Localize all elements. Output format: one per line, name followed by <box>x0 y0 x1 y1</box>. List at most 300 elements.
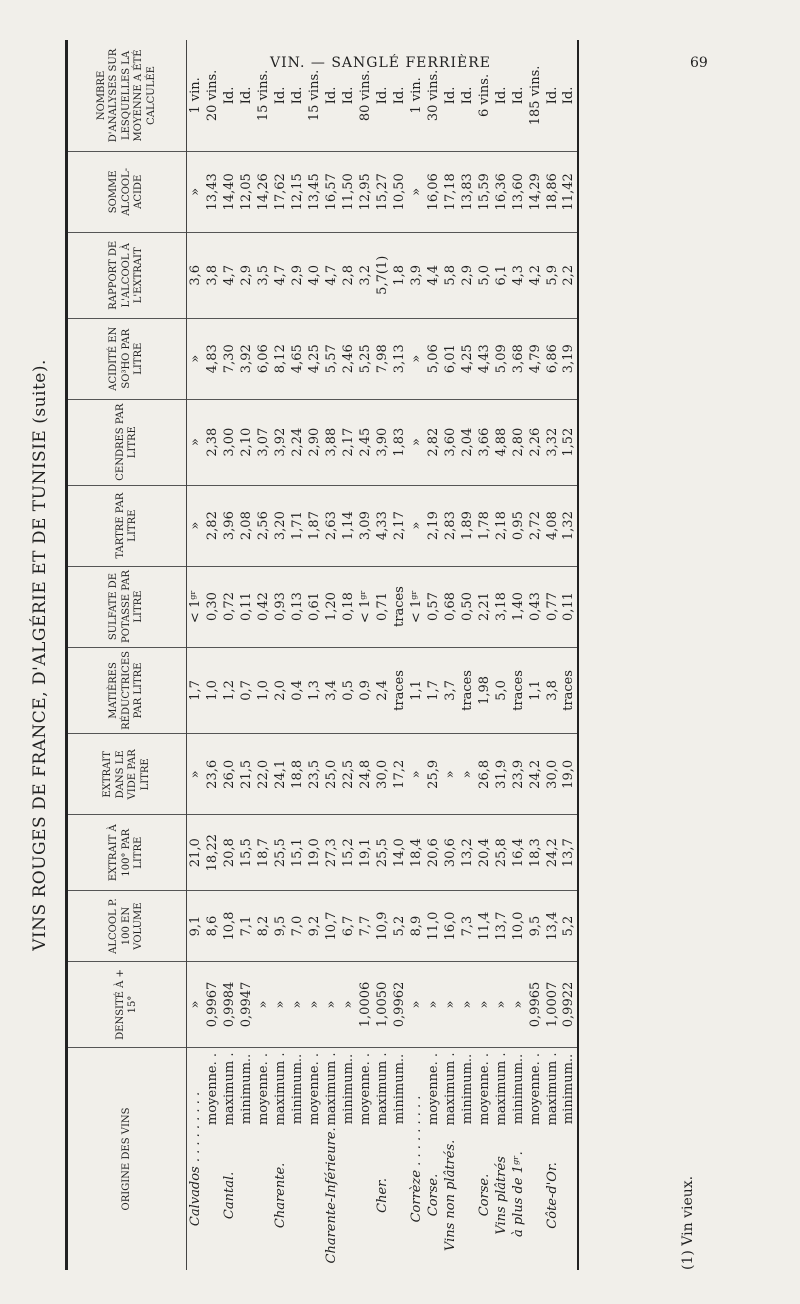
value-cell: 4,25 <box>306 318 323 399</box>
value-cell: Id. <box>442 86 458 105</box>
value-cell: 185 vins. <box>527 65 543 126</box>
statistic-label: maximum . <box>323 1052 339 1126</box>
value-cell: 5,06 <box>425 318 442 399</box>
value-cell: 0,18 <box>340 566 357 647</box>
value-cell: » <box>187 318 204 399</box>
statistic-label: moyenne. . <box>357 1052 373 1125</box>
value-cell: 0,72 <box>221 566 238 647</box>
value-cell: 2,56 <box>255 485 272 566</box>
value-cell: » <box>187 961 204 1047</box>
origin-cell <box>493 1047 510 1270</box>
value-cell: 2,24 <box>289 399 306 485</box>
value-cell: 6,86 <box>544 318 561 399</box>
value-cell: 2,26 <box>527 399 544 485</box>
value-cell: 0,30 <box>204 566 221 647</box>
value-cell: 0,4 <box>289 647 306 734</box>
value-cell: 12,05 <box>238 151 255 232</box>
value-cell: 1,7 <box>425 647 442 734</box>
table-row <box>544 40 561 1270</box>
value-cell: 9,2 <box>306 891 323 962</box>
value-cell: 4,4 <box>425 232 442 318</box>
value-cell: 4,7 <box>272 232 289 318</box>
value-cell: 3,66 <box>476 399 493 485</box>
value-cell: 0,61 <box>306 566 323 647</box>
value-cell: 3,8 <box>544 647 561 734</box>
statistic-label: moyenne. . <box>204 1052 220 1125</box>
value-cell: 11,42 <box>561 151 578 232</box>
table-row <box>561 40 578 1270</box>
value-cell: 3,6 <box>187 232 204 318</box>
value-cell: 13,60 <box>510 151 527 232</box>
statistic-label: minimum.. <box>238 1053 254 1125</box>
value-cell: 23,9 <box>510 734 527 815</box>
origin-cell <box>408 1047 425 1270</box>
statistic-label: minimum.. <box>289 1053 305 1125</box>
value-cell: 2,82 <box>204 485 221 566</box>
value-cell: 4,83 <box>204 318 221 399</box>
value-cell: Id. <box>238 86 254 105</box>
value-cell: 1,8 <box>391 232 408 318</box>
value-cell: 5,2 <box>391 891 408 962</box>
value-cell: 8,2 <box>255 891 272 962</box>
value-cell: 17,2 <box>391 734 408 815</box>
value-cell: 2,2 <box>561 232 578 318</box>
value-cell: 1,78 <box>476 485 493 566</box>
value-cell: 24,1 <box>272 734 289 815</box>
value-cell: 0,11 <box>238 566 255 647</box>
value-cell: 8,9 <box>408 891 425 962</box>
value-cell: 9,5 <box>527 891 544 962</box>
table-row <box>357 40 374 1270</box>
value-cell: 0,9947 <box>238 961 255 1047</box>
value-cell: 4,25 <box>459 318 476 399</box>
value-cell: 11,0 <box>425 891 442 962</box>
value-cell: 13,4 <box>544 891 561 962</box>
origin-cell <box>221 1047 238 1270</box>
statistic-label: minimum.. <box>510 1053 526 1125</box>
value-cell: 3,09 <box>357 485 374 566</box>
value-cell: Id. <box>289 86 305 105</box>
origin-cell <box>527 1047 544 1270</box>
value-cell: 3,07 <box>255 399 272 485</box>
value-cell: 1,7 <box>187 647 204 734</box>
value-cell: 0,50 <box>459 566 476 647</box>
value-cell: 2,4 <box>374 647 391 734</box>
statistic-label: minimum.. <box>391 1053 407 1125</box>
value-cell: 4,0 <box>306 232 323 318</box>
value-cell: 0,57 <box>425 566 442 647</box>
value-cell: 3,4 <box>323 647 340 734</box>
value-cell: 5,9 <box>544 232 561 318</box>
value-cell: 1,1 <box>408 647 425 734</box>
origin-cell <box>391 1047 408 1270</box>
value-cell: » <box>425 961 442 1047</box>
value-cell: 3,19 <box>561 318 578 399</box>
value-cell: 18,3 <box>527 815 544 891</box>
column-header: ORIGINE DES VINS <box>67 1047 187 1270</box>
value-cell: 2,80 <box>510 399 527 485</box>
column-header: EXTRAIT À 100° PAR LITRE <box>67 815 187 891</box>
origin-cell <box>306 1047 323 1270</box>
table-row <box>289 40 306 1270</box>
value-cell: » <box>408 734 425 815</box>
value-cell: 1,1 <box>527 647 544 734</box>
origin-cell <box>238 1047 255 1270</box>
wine-analysis-table <box>65 40 579 1270</box>
value-cell: 4,65 <box>289 318 306 399</box>
value-cell: 1 vin. <box>408 77 424 114</box>
value-cell: 18,4 <box>408 815 425 891</box>
origin-cell <box>289 1047 306 1270</box>
value-cell: 2,9 <box>289 232 306 318</box>
value-cell: » <box>340 961 357 1047</box>
value-cell: 2,10 <box>238 399 255 485</box>
running-title: VIN. — SANGLÉ FERRIÈRE <box>270 55 491 71</box>
value-cell: 25,5 <box>272 815 289 891</box>
value-cell: 22,5 <box>340 734 357 815</box>
column-header: SOMME ALCOOL-ACIDE <box>67 151 187 232</box>
header-row <box>67 40 187 1270</box>
value-cell: 13,83 <box>459 151 476 232</box>
value-cell: 0,9 <box>357 647 374 734</box>
value-cell: 3,9 <box>408 232 425 318</box>
value-cell: 16,4 <box>510 815 527 891</box>
value-cell: 15,5 <box>238 815 255 891</box>
value-cell: 6,01 <box>442 318 459 399</box>
value-cell: 16,06 <box>425 151 442 232</box>
region-label: Corrèze . . . . . . . . . <box>408 1095 424 1223</box>
value-cell: Id. <box>459 86 475 105</box>
column-header: SULFATE DE POTASSE PAR LITRE <box>67 566 187 647</box>
value-cell: 15,59 <box>476 151 493 232</box>
value-cell: 1,32 <box>561 485 578 566</box>
value-cell: 25,5 <box>374 815 391 891</box>
value-cell: 5,2 <box>561 891 578 962</box>
value-cell: 0,9967 <box>204 961 221 1047</box>
value-cell: 1,20 <box>323 566 340 647</box>
value-cell: 10,7 <box>323 891 340 962</box>
value-cell: 2,45 <box>357 399 374 485</box>
value-cell: 4,33 <box>374 485 391 566</box>
value-cell: 0,42 <box>255 566 272 647</box>
value-cell: Id. <box>221 86 237 105</box>
value-cell: 3,92 <box>238 318 255 399</box>
value-cell: 7,98 <box>374 318 391 399</box>
value-cell: 27,3 <box>323 815 340 891</box>
value-cell: 6 vins. <box>476 73 492 117</box>
value-cell: 16,57 <box>323 151 340 232</box>
value-cell: 4,3 <box>510 232 527 318</box>
column-header: MATIÈRES RÉDUCTRICES PAR LITRE <box>67 647 187 734</box>
value-cell: 4,2 <box>527 232 544 318</box>
table-row <box>221 40 238 1270</box>
value-cell: 15,27 <box>374 151 391 232</box>
value-cell: 18,22 <box>204 815 221 891</box>
value-cell: traces <box>561 647 578 734</box>
value-cell: 25,8 <box>493 815 510 891</box>
value-cell: Id. <box>323 86 339 105</box>
value-cell: 8,12 <box>272 318 289 399</box>
statistic-label: maximum . <box>493 1052 509 1126</box>
value-cell: 3,18 <box>493 566 510 647</box>
value-cell: 2,46 <box>340 318 357 399</box>
value-cell: 3,88 <box>323 399 340 485</box>
column-header: DENSITÉ À + 15° <box>67 961 187 1047</box>
value-cell: 2,17 <box>391 485 408 566</box>
footnote: (1) Vin vieux. <box>680 1175 696 1270</box>
value-cell: 2,9 <box>459 232 476 318</box>
value-cell: » <box>272 961 289 1047</box>
value-cell: 0,7 <box>238 647 255 734</box>
table-row <box>442 40 459 1270</box>
value-cell: 1,40 <box>510 566 527 647</box>
value-cell: 25,9 <box>425 734 442 815</box>
value-cell: 3,68 <box>510 318 527 399</box>
table-title: VINS ROUGES DE FRANCE, D'ALGÉRIE ET DE TUNISIE (suite). <box>30 359 50 951</box>
value-cell: 5,25 <box>357 318 374 399</box>
value-cell: 2,04 <box>459 399 476 485</box>
value-cell: 80 vins. <box>357 69 373 122</box>
value-cell: 3,92 <box>272 399 289 485</box>
statistic-label: maximum . <box>442 1052 458 1126</box>
value-cell: Id. <box>510 86 526 105</box>
value-cell: traces <box>510 647 527 734</box>
value-cell: Id. <box>544 86 560 105</box>
origin-cell <box>561 1047 578 1270</box>
value-cell: 7,30 <box>221 318 238 399</box>
value-cell: 2,08 <box>238 485 255 566</box>
table-row <box>425 40 442 1270</box>
value-cell: 30,0 <box>374 734 391 815</box>
value-cell: 3,90 <box>374 399 391 485</box>
value-cell: 1,71 <box>289 485 306 566</box>
value-cell: 3,5 <box>255 232 272 318</box>
value-cell: 1,98 <box>476 647 493 734</box>
table-row <box>306 40 323 1270</box>
value-cell: 1,0 <box>255 647 272 734</box>
statistic-label: minimum.. <box>459 1053 475 1125</box>
value-cell: 24,2 <box>527 734 544 815</box>
value-cell: 4,08 <box>544 485 561 566</box>
value-cell: 11,50 <box>340 151 357 232</box>
value-cell: 22,0 <box>255 734 272 815</box>
value-cell: 13,43 <box>204 151 221 232</box>
value-cell: 3,8 <box>204 232 221 318</box>
value-cell: 2,9 <box>238 232 255 318</box>
value-cell: 14,40 <box>221 151 238 232</box>
value-cell: 24,8 <box>357 734 374 815</box>
value-cell: 15 vins. <box>306 69 322 122</box>
value-cell: Id. <box>493 86 509 105</box>
region-label: Vins non plâtrés. <box>442 1139 458 1252</box>
value-cell: 3,13 <box>391 318 408 399</box>
value-cell: Id. <box>561 86 576 105</box>
value-cell: 13,2 <box>459 815 476 891</box>
value-cell: » <box>306 961 323 1047</box>
value-cell: 0,77 <box>544 566 561 647</box>
value-cell: 1,52 <box>561 399 578 485</box>
origin-cell <box>442 1047 459 1270</box>
value-cell: 18,7 <box>255 815 272 891</box>
value-cell: 16,36 <box>493 151 510 232</box>
value-cell: » <box>510 961 527 1047</box>
table-row <box>510 40 527 1270</box>
column-header: ALCOOL P. 100 EN VOLUME <box>67 891 187 962</box>
origin-cell <box>357 1047 374 1270</box>
value-cell: 0,43 <box>527 566 544 647</box>
origin-cell <box>340 1047 357 1270</box>
value-cell: Id. <box>374 86 390 105</box>
page-number: 69 <box>690 55 708 71</box>
region-label: Calvados . . . . . . . . . <box>187 1091 203 1227</box>
value-cell: 0,9922 <box>561 961 578 1047</box>
table-row <box>408 40 425 1270</box>
value-cell: 10,50 <box>391 151 408 232</box>
value-cell: 2,19 <box>425 485 442 566</box>
table-row <box>476 40 493 1270</box>
value-cell: 5,7(1) <box>374 232 391 318</box>
origin-cell <box>510 1047 527 1270</box>
value-cell: Id. <box>391 86 407 105</box>
value-cell: 3,96 <box>221 485 238 566</box>
value-cell: 0,95 <box>510 485 527 566</box>
value-cell: 7,3 <box>459 891 476 962</box>
table-row <box>238 40 255 1270</box>
value-cell: traces <box>459 647 476 734</box>
value-cell: 13,7 <box>493 891 510 962</box>
region-label: Corse. <box>425 1173 441 1217</box>
value-cell: 14,0 <box>391 815 408 891</box>
value-cell: 2,90 <box>306 399 323 485</box>
value-cell: 23,6 <box>204 734 221 815</box>
value-cell: 3,2 <box>357 232 374 318</box>
table-row <box>459 40 476 1270</box>
value-cell: 15,2 <box>340 815 357 891</box>
value-cell: » <box>493 961 510 1047</box>
table-row <box>374 40 391 1270</box>
value-cell: 2,72 <box>527 485 544 566</box>
value-cell: 20 vins. <box>204 69 220 122</box>
value-cell: 4,7 <box>221 232 238 318</box>
table-row <box>272 40 289 1270</box>
value-cell: 0,9984 <box>221 961 238 1047</box>
column-header: NOMBRE D'ANALYSES SUR LESQUELLES LA MOYENNE A ÉTÉ CALCULÉE <box>67 40 187 151</box>
value-cell: » <box>255 961 272 1047</box>
table-row <box>340 40 357 1270</box>
statistic-label: maximum . <box>272 1052 288 1126</box>
value-cell: 20,4 <box>476 815 493 891</box>
value-cell: 3,60 <box>442 399 459 485</box>
value-cell: » <box>442 961 459 1047</box>
value-cell: 0,71 <box>374 566 391 647</box>
value-cell: 7,7 <box>357 891 374 962</box>
value-cell: 2,83 <box>442 485 459 566</box>
value-cell: 20,8 <box>221 815 238 891</box>
region-label: Charente-Inférieure. <box>323 1127 339 1264</box>
value-cell: » <box>323 961 340 1047</box>
value-cell: » <box>408 399 425 485</box>
value-cell: 14,26 <box>255 151 272 232</box>
statistic-label: moyenne. . <box>306 1052 322 1125</box>
origin-cell <box>187 1047 204 1270</box>
value-cell: » <box>408 151 425 232</box>
value-cell: » <box>408 318 425 399</box>
value-cell: 2,0 <box>272 647 289 734</box>
table-row <box>187 40 204 1270</box>
value-cell: » <box>187 485 204 566</box>
table-body <box>187 40 578 1270</box>
value-cell: 25,0 <box>323 734 340 815</box>
value-cell: » <box>476 961 493 1047</box>
value-cell: 31,9 <box>493 734 510 815</box>
region-label: Corse. <box>476 1173 492 1217</box>
value-cell: traces <box>391 647 408 734</box>
value-cell: » <box>408 485 425 566</box>
value-cell: 14,29 <box>527 151 544 232</box>
value-cell: 13,7 <box>561 815 578 891</box>
value-cell: 19,0 <box>561 734 578 815</box>
value-cell: traces <box>391 566 408 647</box>
value-cell: 5,09 <box>493 318 510 399</box>
value-cell: 0,13 <box>289 566 306 647</box>
value-cell: 5,57 <box>323 318 340 399</box>
value-cell: » <box>408 961 425 1047</box>
value-cell: 26,0 <box>221 734 238 815</box>
value-cell: 7,0 <box>289 891 306 962</box>
value-cell: » <box>289 961 306 1047</box>
value-cell: 1,0006 <box>357 961 374 1047</box>
value-cell: 0,68 <box>442 566 459 647</box>
table-row <box>204 40 221 1270</box>
value-cell: » <box>459 961 476 1047</box>
value-cell: Id. <box>340 86 356 105</box>
origin-cell <box>255 1047 272 1270</box>
value-cell: 30,0 <box>544 734 561 815</box>
value-cell: 5,0 <box>493 647 510 734</box>
value-cell: 4,79 <box>527 318 544 399</box>
statistic-label: moyenne. . <box>425 1052 441 1125</box>
table-row <box>255 40 272 1270</box>
value-cell: 10,9 <box>374 891 391 962</box>
value-cell: 11,4 <box>476 891 493 962</box>
region-label: Charente. <box>272 1162 288 1229</box>
statistic-label: moyenne. . <box>476 1052 492 1125</box>
value-cell: 2,82 <box>425 399 442 485</box>
value-cell: 18,86 <box>544 151 561 232</box>
value-cell: 30 vins. <box>425 69 441 122</box>
value-cell: 1,0 <box>204 647 221 734</box>
value-cell: 23,5 <box>306 734 323 815</box>
statistic-label: moyenne. . <box>255 1052 271 1125</box>
value-cell: 2,63 <box>323 485 340 566</box>
rotated-table-block <box>30 40 720 1270</box>
column-header: CENDRES PAR LITRE <box>67 399 187 485</box>
table-row <box>391 40 408 1270</box>
value-cell: 8,6 <box>204 891 221 962</box>
value-cell: 20,6 <box>425 815 442 891</box>
value-cell: Id. <box>272 86 288 105</box>
region-label: Cher. <box>374 1177 390 1213</box>
value-cell: 4,7 <box>323 232 340 318</box>
column-header: ACIDITÉ EN SO³HO PAR LITRE <box>67 318 187 399</box>
statistic-label: maximum . <box>544 1052 560 1126</box>
origin-cell <box>323 1047 340 1270</box>
value-cell: 0,93 <box>272 566 289 647</box>
value-cell: 1,2 <box>221 647 238 734</box>
value-cell: 6,7 <box>340 891 357 962</box>
value-cell: 3,20 <box>272 485 289 566</box>
value-cell: 3,32 <box>544 399 561 485</box>
